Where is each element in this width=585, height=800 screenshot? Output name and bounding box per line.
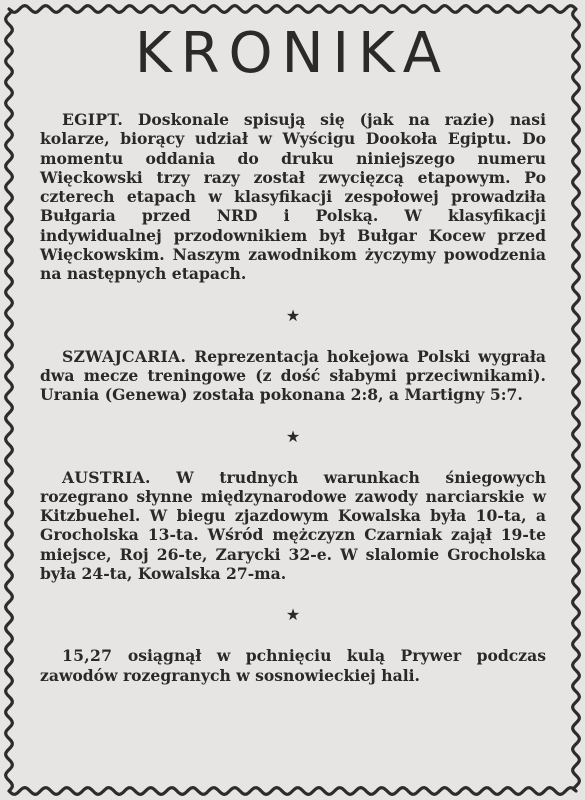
star-separator: ★ (285, 305, 301, 325)
page-title: KRONIKA (134, 21, 451, 86)
article-prywer (40, 646, 546, 685)
article-text: Reprezentacja hokejowa Polski wygrała dwa mecze treningowe (z dość słabymi przeciwnikami). Urania (Genewa) została pokonana 2:8, a Martigny 5:7. (40, 346, 546, 405)
article-text: osiągnął w pchnięciu kulą Prywer podczas zawodów rozegranych w sosnowieckiej hali. (40, 646, 547, 685)
article-text: Doskonale spisują się (jak na razie) nasi kolarze, biorący udział w Wyścigu Dookoła Egiptu. Do momentu oddania do druku niniejszego numeru Więckowski trzy razy został zwycięzcą etapowym. Po czterech etapach w klasyfikacji zespołowej prowadziła Bułgaria przed NRD i Polską. W klasyfikacji indywidualnej przodownikiem był Bułgar Kocew przed Więckowskim. Naszym zawodnikom życzymy powodzenia na następnych etapach. (40, 110, 546, 284)
star-separator: ★ (285, 605, 301, 625)
star-separator: ★ (285, 426, 301, 446)
article-szwajcaria (40, 347, 546, 405)
article-lead: AUSTRIA. (62, 467, 151, 487)
article-lead: EGIPT. (62, 110, 124, 129)
article-egipt (40, 110, 546, 284)
article-list (40, 110, 546, 685)
article-text: W trudnych warunkach śniegowych rozegrano słynne międzynarodowe zawody narciarskie w Kitzbuehel. W biegu zjazdowym Kowalska była 10-ta, a Grocholska 13-ta. Wśród mężczyzn Czarniak zajął 19-te miejsce, Roj 26-te, Zarycki 32-e. W slalomie Grocholska była 24-ta, Kowalska 27-ma. (40, 467, 546, 584)
article-lead: 15,27 (62, 646, 113, 666)
article-lead: SZWAJCARIA. (62, 346, 187, 366)
article-austria (40, 468, 546, 584)
